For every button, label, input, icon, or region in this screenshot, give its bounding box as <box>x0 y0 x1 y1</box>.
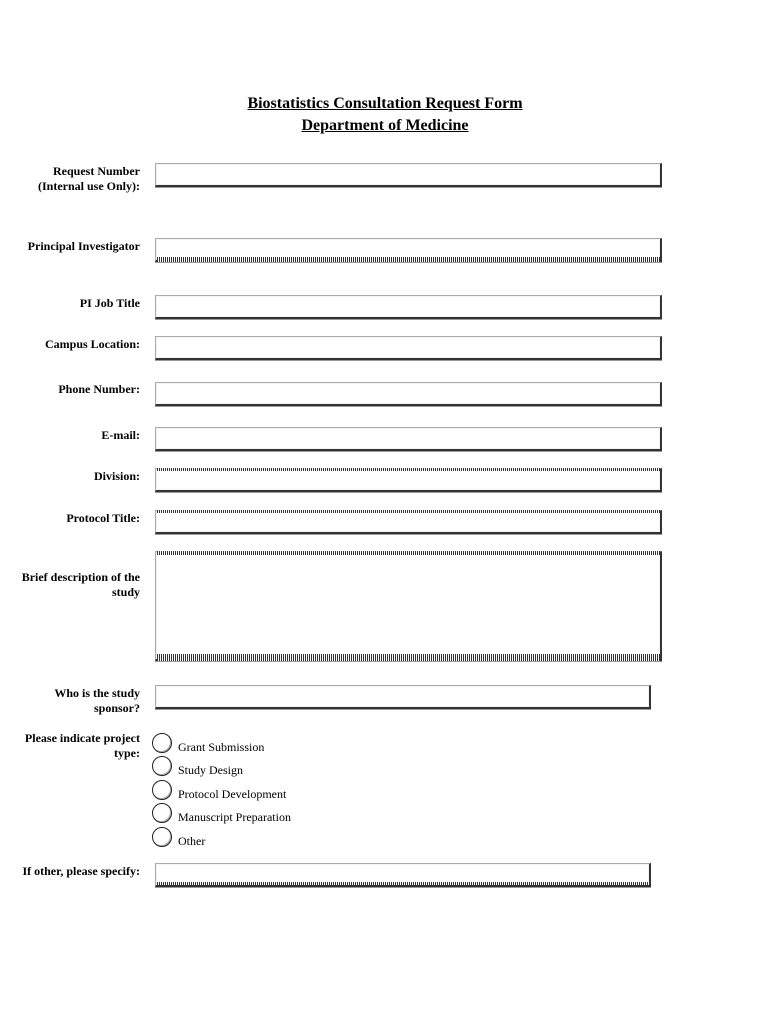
textarea-texture-top <box>157 551 660 555</box>
radio-grant-submission[interactable] <box>152 733 172 753</box>
request-number-label: Request Number (Internal use Only): <box>38 164 140 193</box>
pi-job-title-field[interactable] <box>155 295 662 319</box>
request-number-field[interactable] <box>155 163 662 187</box>
option-other: Other <box>178 834 206 848</box>
brief-description-label: Brief description of the study <box>21 570 140 599</box>
field-texture <box>157 882 649 885</box>
option-manuscript-preparation: Manuscript Preparation <box>178 810 291 824</box>
principal-investigator-label: Principal Investigator <box>27 239 140 253</box>
option-grant-submission: Grant Submission <box>178 740 265 754</box>
protocol-title-label: Protocol Title: <box>66 511 140 525</box>
protocol-title-field[interactable] <box>155 510 662 534</box>
study-sponsor-field[interactable] <box>155 685 651 709</box>
campus-location-field[interactable] <box>155 336 662 360</box>
other-specify-label: If other, please specify: <box>22 864 140 878</box>
field-texture <box>157 257 660 262</box>
department-title: Department of Medicine <box>301 117 469 134</box>
phone-number-field[interactable] <box>155 382 662 406</box>
option-study-design: Study Design <box>178 763 244 777</box>
study-sponsor-label: Who is the study sponsor? <box>54 686 140 715</box>
division-field[interactable] <box>155 468 662 492</box>
email-field[interactable] <box>155 427 662 451</box>
textarea-texture-bottom <box>157 654 660 661</box>
radio-protocol-development[interactable] <box>152 780 172 800</box>
brief-description-textarea[interactable] <box>155 551 662 661</box>
field-texture <box>157 510 660 513</box>
division-label: Division: <box>93 469 140 483</box>
radio-other[interactable] <box>152 827 172 847</box>
email-label: E-mail: <box>101 428 140 442</box>
phone-number-label: Phone Number: <box>58 382 140 396</box>
field-texture <box>157 468 660 471</box>
project-type-label: Please indicate project type: <box>24 731 140 760</box>
pi-job-title-label: PI Job Title <box>79 296 140 310</box>
radio-manuscript-preparation[interactable] <box>152 803 172 823</box>
option-protocol-development: Protocol Development <box>178 787 287 801</box>
campus-location-label: Campus Location: <box>44 337 140 351</box>
form-title: Biostatistics Consultation Request Form <box>247 95 523 112</box>
radio-study-design[interactable] <box>152 756 172 776</box>
